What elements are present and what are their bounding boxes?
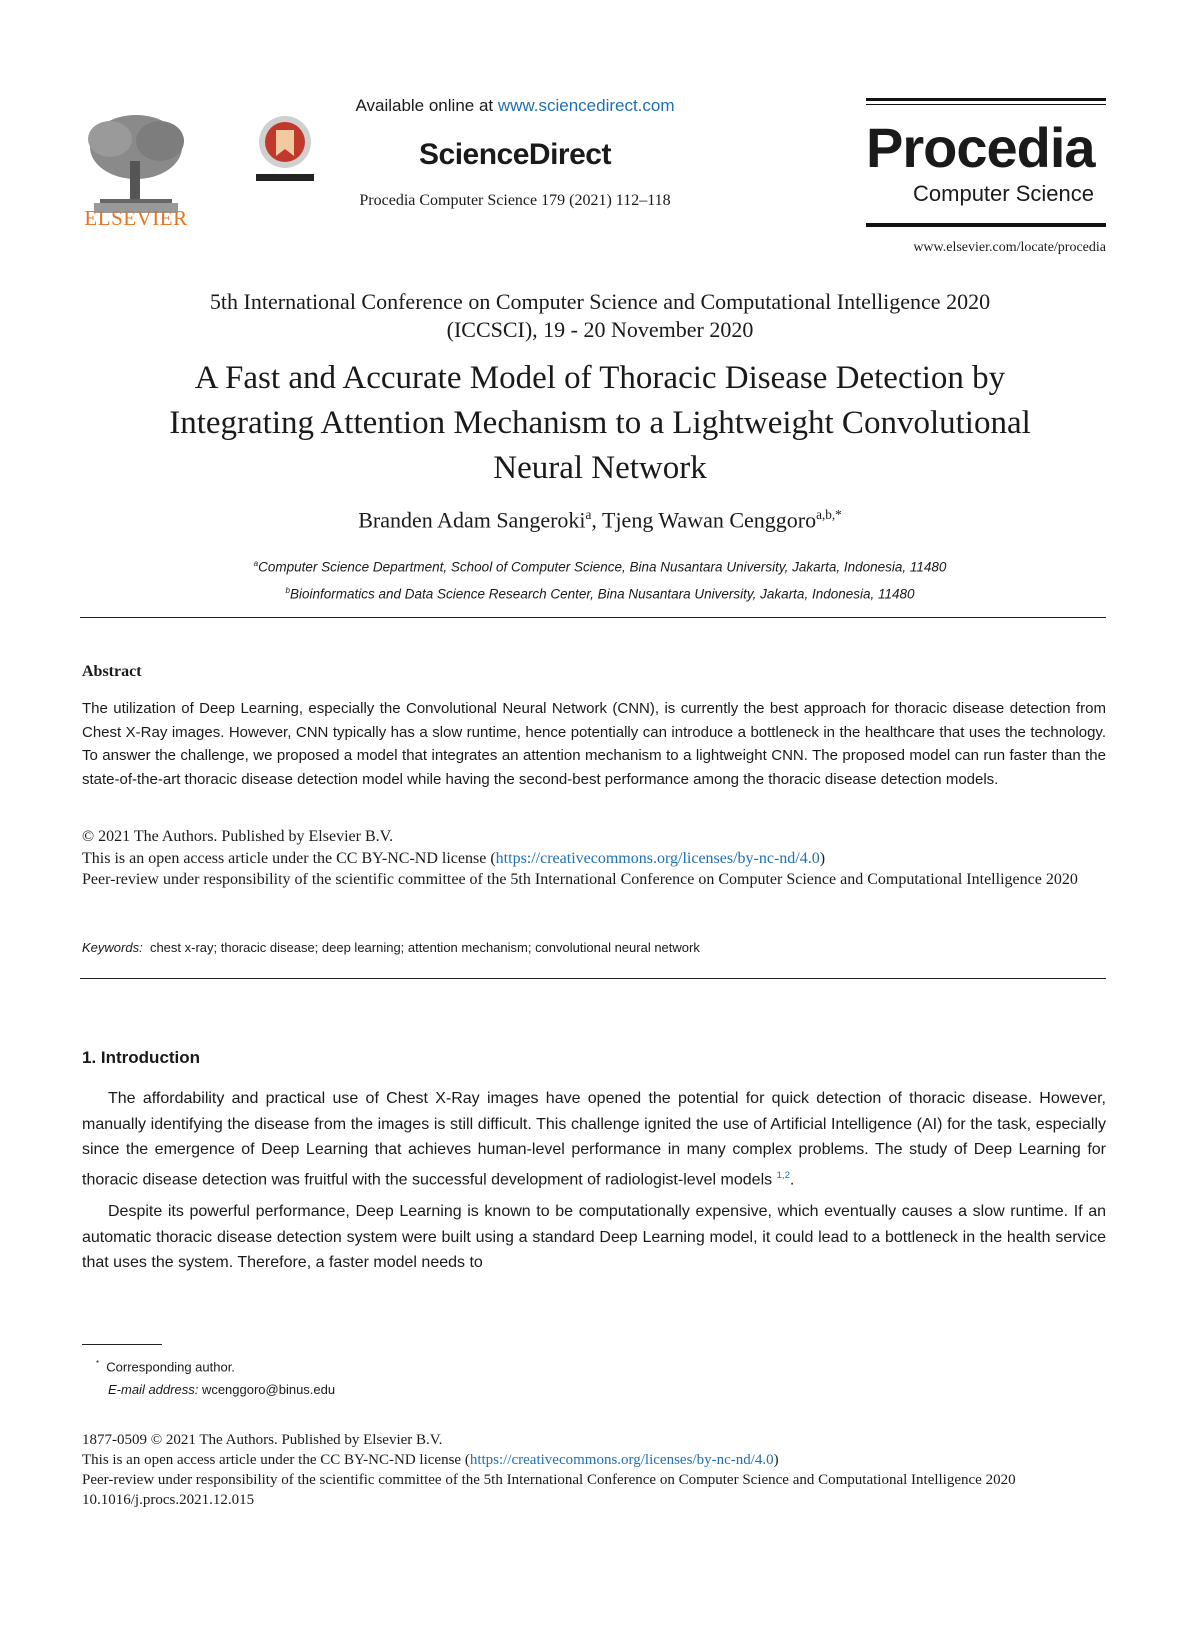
email-label: E-mail address: [108,1382,199,1398]
elsevier-wordmark: ELSEVIER [84,206,188,230]
paragraph [82,1086,1106,1192]
available-online [330,96,700,116]
footnote-line [96,1378,996,1401]
footnote-line [96,1352,996,1378]
sciencedirect-link[interactable]: www.sciencedirect.com [497,96,675,115]
journal-subtitle: Computer Science [913,181,1094,206]
footnote-marker: * [96,1359,100,1368]
journal-url[interactable]: www.elsevier.com/locate/procedia [913,240,1106,255]
journal-title: Procedia [866,116,1095,179]
copyright-block [82,826,1106,891]
journal-reference: Procedia Computer Science 179 (2021) 112–118 [359,192,671,209]
paper-title [60,356,1140,491]
conference-line: 5th International Conference on Computer Science and Computational Intelligence 2020 [209,289,991,314]
title-line: A Fast and Accurate Model of Thoracic Disease Detection by [194,360,1006,396]
section-divider [80,617,1106,618]
email-address[interactable]: wcenggoro@binus.edu [201,1382,336,1398]
masthead-rule [866,98,1106,101]
conference-name [60,288,1140,344]
affiliation-text: Computer Science Department, School of Computer Science, Bina Nusantara University, Jakarta, Indonesia, 11480 [258,559,947,575]
license-line [82,848,1106,870]
masthead-bottom-rules [866,223,1106,227]
license-text: This is an open access article under the CC BY-NC-ND license ( [82,1452,470,1468]
paragraph-text: . [789,1170,795,1188]
crossmark-icon[interactable] [252,112,318,184]
affiliation-mark: b [285,585,290,595]
footnote-text: Corresponding author. [106,1359,235,1375]
author-name: Branden Adam Sangeroki [358,507,586,533]
author-affiliation-mark: a [585,507,592,522]
license-text: This is an open access article under the CC BY-NC-ND license ( [82,849,496,867]
journal-header [330,96,700,210]
abstract-heading: Abstract [82,663,142,680]
title-line: Neural Network [493,450,707,486]
footnote-rule [82,1344,162,1345]
paragraph: Despite its powerful performance, Deep Learning is known to be computationally expensive, which eventually causes a slow runtime. If an automatic thoracic disease detection system were built using a standard Deep Learning model, it could lead to a bottleneck in the health service that uses the system. Therefore, a faster model needs to [82,1203,1106,1272]
affiliation-b [60,579,1140,606]
procedia-masthead [866,98,1106,227]
section-heading-introduction: 1. Introduction [82,1048,201,1067]
footnote [96,1352,996,1401]
citation-link[interactable]: 1,2 [776,1169,790,1181]
introduction-body [82,1086,1106,1283]
paragraph-text: The affordability and practical use of Chest X-Ray images have opened the potential for quick detection of thoracic disease. However, manually identifying the disease from the images is still difficult. This challenge ignited the use of Artificial Intelligence (AI) for the task, especially since the emergence of Deep Learning that achieves human-level performance in many complex problems. The study of Deep Learning for thoracic disease detection was fruitful with the successful development of radiologist-level models [82,1090,1106,1188]
keywords-list: chest x-ray; thoracic disease; deep learning; attention mechanism; convolutional neural network [149,940,700,955]
affiliation-a [60,552,1140,579]
masthead-rule [866,224,1106,227]
author-name: Tjeng Wawan Cenggoro [602,507,817,533]
author-affiliation-mark: a,b,* [816,507,842,522]
license-line [82,1450,1106,1470]
license-text: ) [819,849,826,867]
bottom-license-block [82,1430,1106,1510]
license-text: ) [773,1452,779,1468]
conference-line: (ICCSCI), 19 - 20 November 2020 [446,317,754,342]
sciencedirect-title: ScienceDirect [419,138,611,171]
peer-review-line: Peer-review under responsibility of the scientific committee of the 5th International Conference on Computer Science and Computational Intelligence 2020 [82,871,1078,888]
doi-line[interactable]: 10.1016/j.procs.2021.12.015 [82,1492,255,1508]
affiliation-text: Bioinformatics and Data Science Research Center, Bina Nusantara University, Jakarta, Indonesia, 11480 [289,586,915,601]
available-online-label: Available online at [355,96,498,115]
title-line: Integrating Attention Mechanism to a Lightweight Convolutional [169,405,1031,441]
license-link[interactable]: https://creativecommons.org/licenses/by-nc-nd/4.0 [469,1452,774,1468]
masthead-rule [866,104,1106,105]
keywords [82,940,1106,955]
issn-line: 1877-0509 © 2021 The Authors. Published by Elsevier B.V. [82,1432,443,1448]
license-link[interactable]: https://creativecommons.org/licenses/by-nc-nd/4.0 [495,849,820,867]
copyright-line: © 2021 The Authors. Published by Elsevier B.V. [82,828,394,845]
affiliation-mark: a [253,559,259,568]
abstract-text: The utilization of Deep Learning, especially the Convolutional Neural Network (CNN), is currently the best approach for thoracic disease detection from Chest X-Ray images. However, CNN typically has a slow runtime, hence potentially can introduce a bottleneck in the healthcare that uses the technology. To answer the challenge, we proposed a model that integrates an attention mechanism to a lightweight CNN. The proposed model can run faster than the state-of-the-art thoracic disease detection model while having the second-best performance among the thoracic disease detection models. [82,700,1106,788]
author-list [60,507,1140,533]
peer-review-line: Peer-review under responsibility of the scientific committee of the 5th International Conference on Computer Science and Computational Intelligence 2020 [82,1472,1016,1488]
section-divider [80,978,1106,979]
affiliations [60,552,1140,605]
keywords-label: Keywords: [82,940,143,955]
author-separator: , [591,507,602,533]
